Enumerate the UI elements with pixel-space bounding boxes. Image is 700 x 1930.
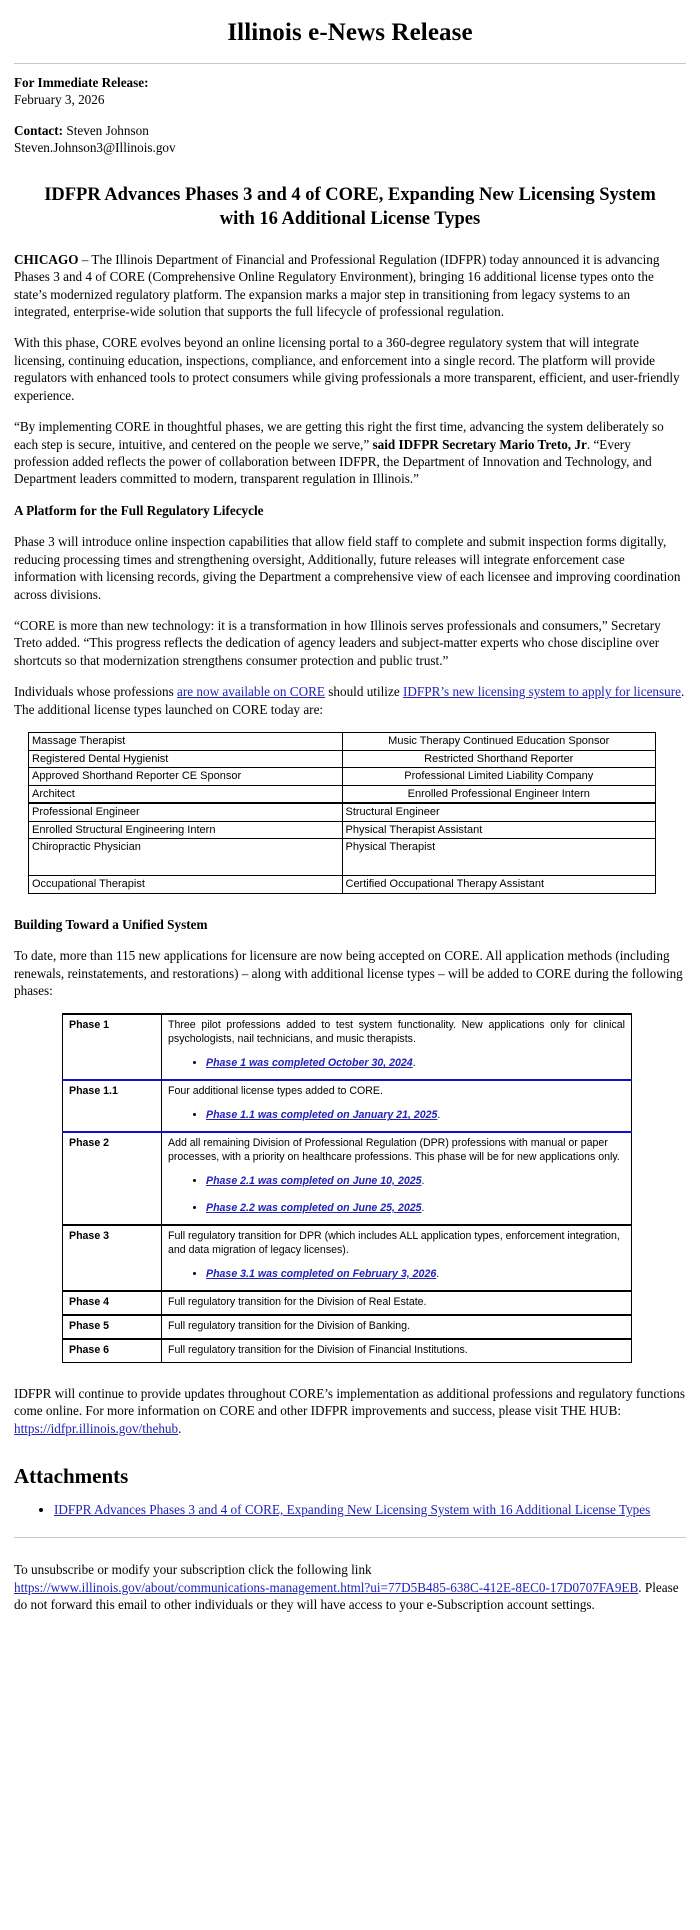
link-new-licensing-system[interactable]: IDFPR’s new licensing system to apply for licensure (402, 684, 681, 700)
quote-attribution: said IDFPR Secretary Mario Treto, Jr (372, 436, 587, 452)
paragraph-the-hub (14, 1385, 686, 1437)
hub-text-a: IDFPR will continue to provide updates throughout CORE’s implementation as additional professions and regulatory functions come online. For more information on CORE and other IDFPR improvements and success, please visit THE HUB: (14, 1385, 686, 1419)
license-cell-right: Restricted Shorthand Reporter (342, 750, 656, 768)
table-row (29, 750, 656, 768)
phase-description-text: Full regulatory transition for the Division of Banking. (168, 1319, 411, 1332)
phases-table (62, 1013, 632, 1363)
phase-description-cell (162, 1315, 632, 1339)
phase-completion-list (168, 1268, 625, 1282)
paragraph-quote-treto (14, 418, 686, 488)
phase-name-cell: Phase 3 (63, 1225, 162, 1291)
list-item: • Phase 3.1 was completed on February 3, 2026. (206, 1268, 625, 1282)
license-cell-left: Massage Therapist (29, 733, 343, 751)
license-cell-left: Architect (29, 785, 343, 803)
phases-table-body (63, 1014, 632, 1362)
footer-divider (14, 1537, 686, 1538)
list-item: • Phase 1.1 was completed on January 21, 2025. (206, 1109, 625, 1123)
header-divider (14, 63, 686, 64)
unsubscribe-text-b: . Please do not forward this email to other individuals or they will have access to your e-Subscription account settings. (14, 1579, 679, 1613)
phase-completion-link[interactable]: Phase 2.1 was completed on June 10, 2025 (206, 1175, 422, 1188)
attachment-link[interactable]: IDFPR Advances Phases 3 and 4 of CORE, Expanding New Licensing System with 16 Additional License Types (54, 1501, 651, 1517)
release-date: February 3, 2026 (14, 92, 105, 108)
phase-description-cell (162, 1014, 632, 1080)
link-unsubscribe[interactable]: https://www.illinois.gov/about/communications-management.html?ui=77D5B485-638C-412E-8EC0-17D0707FA9EB (14, 1579, 639, 1595)
phase-name-cell: Phase 2 (63, 1132, 162, 1225)
paragraph-lead-text: – The Illinois Department of Financial and Professional Regulation (IDFPR) today announced it is advancing Phases 3 and 4 of CORE (Comprehensive Online Regulatory Environment), bringing 16 additional license types onto the state’s modernized regulatory platform. The expansion marks a major step in transitioning from legacy systems to an integrated, enterprise-wide solution that supports the full lifecycle of professional regulation. (14, 251, 660, 320)
hub-text-b: . (178, 1420, 182, 1436)
email-page (0, 16, 700, 1632)
phase-completion-link[interactable]: Phase 3.1 was completed on February 3, 2026 (206, 1268, 437, 1281)
phase-description-text: Full regulatory transition for the Division of Real Estate. (168, 1295, 427, 1308)
subheading-platform: A Platform for the Full Regulatory Lifecycle (14, 502, 264, 518)
phase-name-cell: Phase 1 (63, 1014, 162, 1080)
license-cell-right: Physical Therapist Assistant (342, 821, 656, 839)
phase-name-cell: Phase 6 (63, 1339, 162, 1362)
license-cell-left: Professional Engineer (29, 803, 343, 821)
contact-label: Contact: (14, 122, 64, 138)
paragraph-lead (14, 251, 686, 321)
license-cell-right: Structural Engineer (342, 803, 656, 821)
attachments-list (14, 1501, 686, 1518)
table-row (29, 733, 656, 751)
license-cell-left: Enrolled Structural Engineering Intern (29, 821, 343, 839)
list-item: • Phase 2.2 was completed on June 25, 2025. (206, 1202, 625, 1216)
phase-description-text: Full regulatory transition for DPR (which includes ALL application types, enforcement integration, and data migration of legacy licenses). (168, 1230, 620, 1257)
license-table-spacer (14, 894, 686, 916)
table-row (29, 803, 656, 821)
quote-part-c: . “Every profession added reflects the power of collaboration between IDFPR, the Department of Innovation and Technology, and Department leaders committed to modern, transparent regulation in Illinois.” (14, 436, 652, 487)
table-row (29, 876, 656, 894)
phase-completion-link[interactable]: Phase 1 was completed October 30, 2024 (206, 1057, 413, 1070)
phase-description-text: Add all remaining Division of Professional Regulation (DPR) professions with manual or paper processes, with a priority on healthcare professions. This phase will be for new applications only. (168, 1137, 620, 1164)
table-row (29, 768, 656, 786)
footer-spacer (14, 1548, 686, 1561)
page-title: Illinois e-News Release (227, 19, 473, 46)
phase-description-text: Four additional license types added to CORE. (168, 1085, 383, 1098)
license-cell-right: Professional Limited Liability Company (342, 768, 656, 786)
phase-description-text: Full regulatory transition for the Division of Financial Institutions. (168, 1343, 468, 1356)
licensure-text-b: should utilize (324, 684, 403, 700)
table-row (63, 1014, 632, 1080)
list-item (54, 1501, 686, 1518)
phase-completion-link[interactable]: Phase 1.1 was completed on January 21, 2025 (206, 1109, 438, 1122)
dateline: CHICAGO (14, 251, 79, 267)
licensure-text-c: . The additional license types launched on CORE today are: (14, 684, 685, 717)
link-available-on-core[interactable]: are now available on CORE (177, 684, 325, 700)
table-row (63, 1080, 632, 1132)
licensure-text-a: Individuals whose professions (14, 684, 177, 700)
meta-spacer (14, 109, 686, 122)
phase-name-cell: Phase 1.1 (63, 1080, 162, 1132)
license-cell-left: Registered Dental Hygienist (29, 750, 343, 768)
phase-description-cell (162, 1080, 632, 1132)
contact-name: Steven Johnson (66, 122, 149, 138)
table-row (63, 1132, 632, 1225)
license-cell-right: Certified Occupational Therapy Assistant (342, 876, 656, 894)
table-row (29, 821, 656, 839)
phase-table-spacer (14, 1363, 686, 1385)
table-row (29, 785, 656, 803)
table-row (63, 1315, 632, 1339)
license-cell-right: Music Therapy Continued Education Sponsor (342, 733, 656, 751)
release-meta (14, 74, 686, 157)
phase-description-cell (162, 1132, 632, 1225)
list-item: • Phase 1 was completed October 30, 2024. (206, 1057, 625, 1071)
list-item: • Phase 2.1 was completed on June 10, 2025. (206, 1175, 625, 1189)
table-row (63, 1291, 632, 1315)
license-cell-right: Enrolled Professional Engineer Intern (342, 785, 656, 803)
paragraph-licensure-links (14, 683, 686, 718)
attachments-spacer (14, 1518, 686, 1531)
phase-completion-list (168, 1109, 625, 1123)
license-table-body (29, 733, 656, 894)
table-row (63, 1339, 632, 1362)
phase-description-cell (162, 1225, 632, 1291)
phase-description-text: Three pilot professions added to test system functionality. New applications only for clinical psychologists, nail technicians, and music therapists. (168, 1019, 625, 1046)
license-cell-right: Physical Therapist (342, 839, 656, 876)
subheading-unified-system: Building Toward a Unified System (14, 916, 208, 932)
phase-description-cell (162, 1339, 632, 1362)
unsubscribe-block (14, 1561, 686, 1613)
link-the-hub[interactable]: https://idfpr.illinois.gov/thehub (14, 1420, 179, 1436)
license-types-table (28, 732, 656, 894)
phase-name-cell: Phase 5 (63, 1315, 162, 1339)
contact-email: Steven.Johnson3@Illinois.gov (14, 140, 176, 156)
paragraph-phase3-detail: Phase 3 will introduce online inspection capabilities that allow field staff to complete and submit inspection forms digitally, reducing processing times and strengthening oversight, Additionally, future releases will integrate enforcement case information with licensing records, giving the Department a comprehensive view of each licensee and improving coordination across divisions. (14, 534, 681, 602)
attachments-heading: Attachments (14, 1464, 129, 1489)
table-row (63, 1225, 632, 1291)
quote-part-a: “By implementing CORE in thoughtful phases, we are getting this right the first time, advancing the system deliberately so each step is secure, intuitive, and centered on the people we serve,” (14, 419, 664, 452)
license-cell-left: Chiropractic Physician (29, 839, 343, 876)
phase-completion-list (168, 1057, 625, 1071)
paragraph-phase-overview: With this phase, CORE evolves beyond an online licensing portal to a 360-degree regulatory system that will integrate licensing, continuing education, inspections, compliance, and enforcement into a single record. The platform will provide regulators with enhanced tools to protect consumers while giving professionals a more transparent, efficient, and user-friendly experience. (14, 335, 680, 403)
phase-completion-list (168, 1175, 625, 1216)
unsubscribe-text-a: To unsubscribe or modify your subscription click the following link (14, 1562, 372, 1578)
phase-completion-link[interactable]: Phase 2.2 was completed on June 25, 2025 (206, 1202, 422, 1215)
phase-name-cell: Phase 4 (63, 1291, 162, 1315)
license-cell-left: Approved Shorthand Reporter CE Sponsor (29, 768, 343, 786)
paragraph-quote-treto-2: “CORE is more than new technology: it is a transformation in how Illinois serves professionals and consumers,” Secretary Treto added. “This progress reflects the dedication of agency leaders and subject-matter experts who chose discipline over shortcuts so that modernization strengthens consumer protection and public trust.” (14, 617, 661, 668)
release-label: For Immediate Release: (14, 75, 149, 90)
release-headline: IDFPR Advances Phases 3 and 4 of CORE, Expanding New Licensing System with 16 Additional License Types (44, 184, 656, 229)
paragraph-applications-count: To date, more than 115 new applications for licensure are now being accepted on CORE. All application methods (including renewals, reinstatements, and restorations) – along with additional license types – will be added to CORE during the following phases: (14, 948, 683, 998)
table-row (29, 839, 656, 876)
license-cell-left: Occupational Therapist (29, 876, 343, 894)
phase-description-cell (162, 1291, 632, 1315)
contact-line (14, 122, 686, 139)
